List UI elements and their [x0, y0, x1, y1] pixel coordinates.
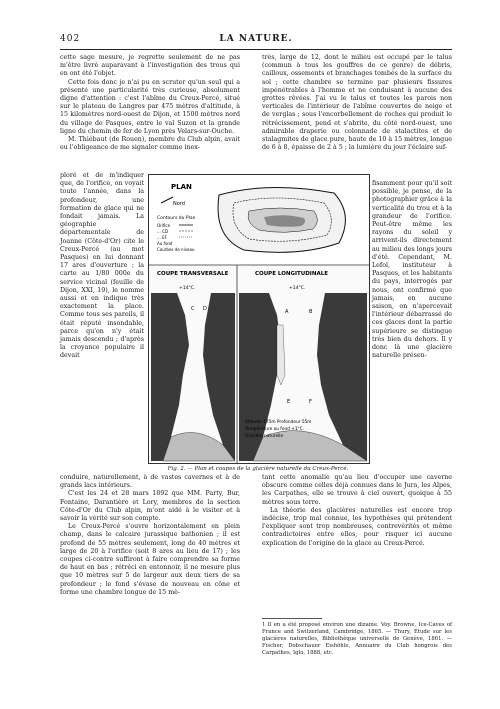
section-transversal-title: COUPE TRANSVERSALE — [157, 271, 229, 277]
svg-text:B: B — [309, 309, 313, 315]
journal-title: LA NATURE. — [219, 34, 293, 44]
glacier-note: Glacière naturelle — [245, 434, 284, 439]
surface-temp-label: +14°C. — [179, 286, 196, 291]
legend-item: Orifice — [157, 223, 171, 228]
paragraph: Le Creux-Percé s'ouvre horizontalement en plein champ, dans le calcaire jurassique bathonien ; il est profond de 55 mètres seulement, long de 40 mètres et large de 20 à l'orifice (soit 8 ares au lieu de 17) ; les coupes ci-contre suffiront à faire comprendre sa forme de haut en bas ; rétréci en entonnoir, il ne mesure plus que 10 mètres sur 5 de largeur aux deux tiers de sa profondeur ; le fond s'évase de nouveau en cône et forme une chambre longue de 15 mè- — [60, 523, 240, 596]
right-narrow-column: fisamment pour qu'il soit possible, je pense, de la photographier grâce à la verticalité du trou et à la grandeur de l'orifice. Peut-être même les rayons du soleil y arrivent-ils directement au milieu des longs jours d'été. Cependant, M. Lefol, instituteur à Pasques, et les habitants du pays, interrogés par nous, ont confirmé que jamais, en aucune saison, on n'apercevait l'intérieur débarrassé de ces glaces dont la partie supérieure se distingue très bien du dehors. Il y donc là une glacière naturelle présen- — [372, 180, 452, 360]
temperature-note: Température au fond +1°C. — [245, 427, 305, 432]
running-header — [60, 34, 452, 48]
svg-text:D: D — [203, 306, 207, 312]
paragraph: cette sage mesure, je regrette seulement de ne pas m'être livré auparavant à l'investigation des trous qui en ont été l'objet. — [60, 54, 240, 78]
surface-temp-label-2: +14°C. — [289, 286, 306, 291]
footnote-rule — [262, 618, 322, 619]
section-longitudinal-title: COUPE LONGITUDINALE — [255, 271, 328, 277]
footnote: 1 Il en a été proposé environ une dizaine. Voy. Browne, Ice-Caves of France and Switzerland, Cambridge, 1865. — Thury, Étude sur les glacières naturelles, Bibliothèque universelle de Genève, 1861. — Fischer, Dobschauer Eishöhle, Annuaire du Club hongrois des Carpathes, Iglo, 1888, etc. — [262, 622, 452, 656]
paragraph: C'est les 24 et 28 mars 1892 que MM. Party, Bur, Fontaine, Darantière et Lory, membres de la section Côte-d'Or du Club alpin, m'ont aidé à le visiter et à savoir la vérité sur son compte. — [60, 490, 240, 523]
depth-note: Altitude 475m Profondeur 55m — [245, 420, 312, 425]
paragraph: M. Thiébaut (de Rouen), membre du Club alpin, avait eu l'obligeance de me signaler comme inex- — [60, 136, 240, 152]
legend-item: ... EF — [157, 235, 167, 240]
paragraph: très, large de 12, dont le milieu est occupé par le talus (commun à tous les gouffres de ce genre) de débris, cailloux, ossements et branchages tombés de la surface du sol ; cette chambre se termine par plusieurs fissures impénétrables à l'homme et ne conduisant à aucune des grottes rêvées. J'ai vu le talus et toutes les parois non verticales de l'intérieur de l'abîme couvertes de neige et de verglas ; sous l'encorbellement de roches qui produit le rétrécissement, pend et s'abrite, du côté nord-ouest, une admirable draperie ou colonnade de stalactites et de stalagmites de glace pure, haute de 10 à 15 mètres, longue de 6 à 8, épaisse de 2 à 5 ; la lumière du jour l'éclaire suf- — [262, 54, 452, 152]
left-column-bottom — [60, 474, 240, 597]
transverse-section — [151, 293, 235, 461]
figure-caption: Fig. 2. — Plan et coupes de la glacière naturelle du Creux-Percé. — [167, 466, 349, 472]
right-column-top — [262, 54, 452, 152]
paragraph: Cette fois donc je n'ai pu en scruter qu'un seul qui a présenté une particularité très curieuse, absolument digne d'attention : c'est l'abîme du Creux-Percé, situé sur le plateau de Langres par 475 mètres d'altitude, à 15 kilomètres nord-ouest de Dijon, et 1500 mètres nord du village de Pasques, entre le val Suzon et la grande ligne du chemin de fer de Lyon près Velars-sur-Ouche. — [60, 78, 240, 135]
north-label: Nord — [173, 201, 185, 207]
svg-text:F: F — [309, 399, 312, 405]
plan-title: PLAN — [171, 183, 192, 191]
legend-item: ... CD — [157, 229, 168, 234]
right-column-bottom — [262, 474, 452, 548]
legend-item: Courbes de niveau — [157, 247, 195, 252]
svg-text:E: E — [287, 399, 291, 405]
paragraph: La théorie des glacières naturelles est encore trop indécise, trop mal connue, les hypothèses qui prétendent l'expliquer sont trop nombreuses, contrevérités et même contradictoires entre elles, pour risquer ici aucune explication de l'origine de la glace au Creux-Percé. — [262, 506, 452, 547]
figure-glaciere — [148, 174, 370, 464]
figure-drawing — [149, 175, 369, 463]
page-number: 402 — [60, 34, 81, 44]
left-narrow-column: ploré et de m'indiquer que, de l'orifice, on voyait toute l'année, dans la profondeur, une formation de glace qui ne fondait jamais. La géographie départementale de Joanne (Côte-d'Or) cite le Creux-Percé (au mot Pasques) en lui donnant 17 ares d'ouverture ; la carte au 1/80 000e du service vicinal (feuille de Dijon, XXI, 19), le nomme aussi et en indique très exactement la place. Comme tous ses pareils, il était réputé insondable, parce qu'on n'y était jamais descendu ; d'après la croyance populaire il devait — [60, 172, 144, 360]
plan-contours — [218, 187, 345, 252]
svg-text:A: A — [285, 309, 289, 315]
header-rule — [60, 49, 452, 50]
legend-item: Au fond — [157, 241, 173, 246]
paragraph: conduire, naturellement, à de vastes cavernes et à de grands lacs intérieurs. — [60, 474, 240, 490]
paragraph: tant cette anomalie qu'au lieu d'occuper une caverne obscure comme celles déjà connues dans le Jura, les Alpes, les Carpathes, elle se trouve à ciel ouvert, quoique à 55 mètres sous terre. — [262, 474, 452, 506]
ice-column — [277, 325, 285, 385]
legend-title: Contours du Plan — [157, 216, 196, 221]
left-column-top — [60, 54, 240, 152]
svg-text:C: C — [191, 306, 195, 312]
